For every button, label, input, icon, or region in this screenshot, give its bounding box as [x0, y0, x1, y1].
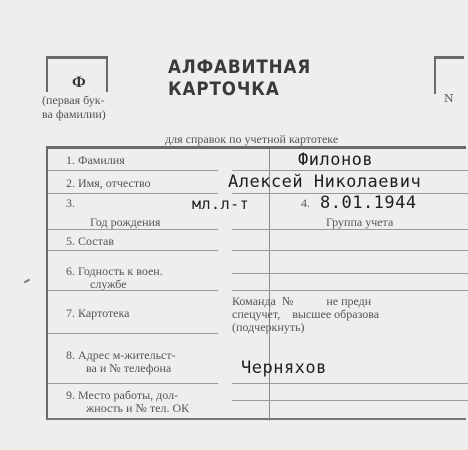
first-letter-note-line1: (первая бук-	[42, 93, 105, 107]
field-value-rank: мл.л-т	[192, 195, 250, 213]
rule	[48, 383, 218, 384]
card-title: АЛФАВИТНАЯ КАРТОЧКА	[168, 56, 312, 100]
rule	[232, 383, 468, 384]
first-letter-note	[42, 93, 142, 121]
field-label-composition: 5. Состав	[66, 234, 115, 248]
right-number-mark: N	[444, 92, 454, 105]
rule	[232, 170, 468, 171]
field-value-address: Черняхов	[241, 358, 327, 378]
rule	[232, 250, 468, 251]
field-label-birth-year: Год рождения	[90, 215, 161, 229]
edge-mark	[24, 279, 30, 284]
card-index-text-line1: Команда № не предн	[232, 294, 372, 308]
rule	[48, 250, 218, 251]
rule	[232, 229, 468, 230]
card-subtitle: для справок по учетной картотеке	[165, 132, 339, 146]
field-label-card-index: 7. Картотека	[66, 306, 130, 320]
form-table	[46, 146, 466, 420]
card-index-text-line2: спецучет, высшее образова	[232, 307, 380, 321]
field-label-address-line1: 8. Адрес м-жительст-	[66, 348, 176, 362]
right-number-box	[434, 56, 464, 94]
rule	[48, 170, 218, 171]
rule	[232, 273, 468, 274]
field-label-address-line2: ва и № телефона	[86, 361, 172, 375]
field-label-fitness-line2: службе	[90, 277, 127, 291]
field-value-date: 8.01.1944	[320, 193, 417, 213]
field-label-workplace-line2: жность и № тел. ОК	[86, 401, 190, 415]
rule	[48, 333, 218, 334]
field-label-account-group: Группа учета	[326, 215, 394, 229]
field-label-workplace-line1: 9. Место работы, дол-	[66, 388, 179, 402]
field-label-surname: 1. Фамилия	[66, 153, 125, 167]
field-label-fitness-line1: 6. Годность к воен.	[66, 264, 163, 278]
card-index-text-line3: (подчеркнуть)	[232, 320, 305, 334]
field-num-birth-year: 3.	[66, 196, 75, 210]
field-value-surname: Филонов	[298, 150, 374, 170]
field-value-name: Алексей Николаевич	[228, 172, 422, 192]
rule	[232, 290, 468, 291]
field-label-name: 2. Имя, отчество	[66, 176, 151, 190]
field-num-account-group: 4.	[301, 196, 310, 210]
first-letter-note-line2: ва фамилии)	[42, 107, 106, 121]
rule	[48, 229, 218, 230]
first-letter-value: Ф	[72, 74, 86, 91]
rule	[48, 290, 218, 291]
rule	[232, 400, 468, 401]
rule	[48, 193, 218, 194]
